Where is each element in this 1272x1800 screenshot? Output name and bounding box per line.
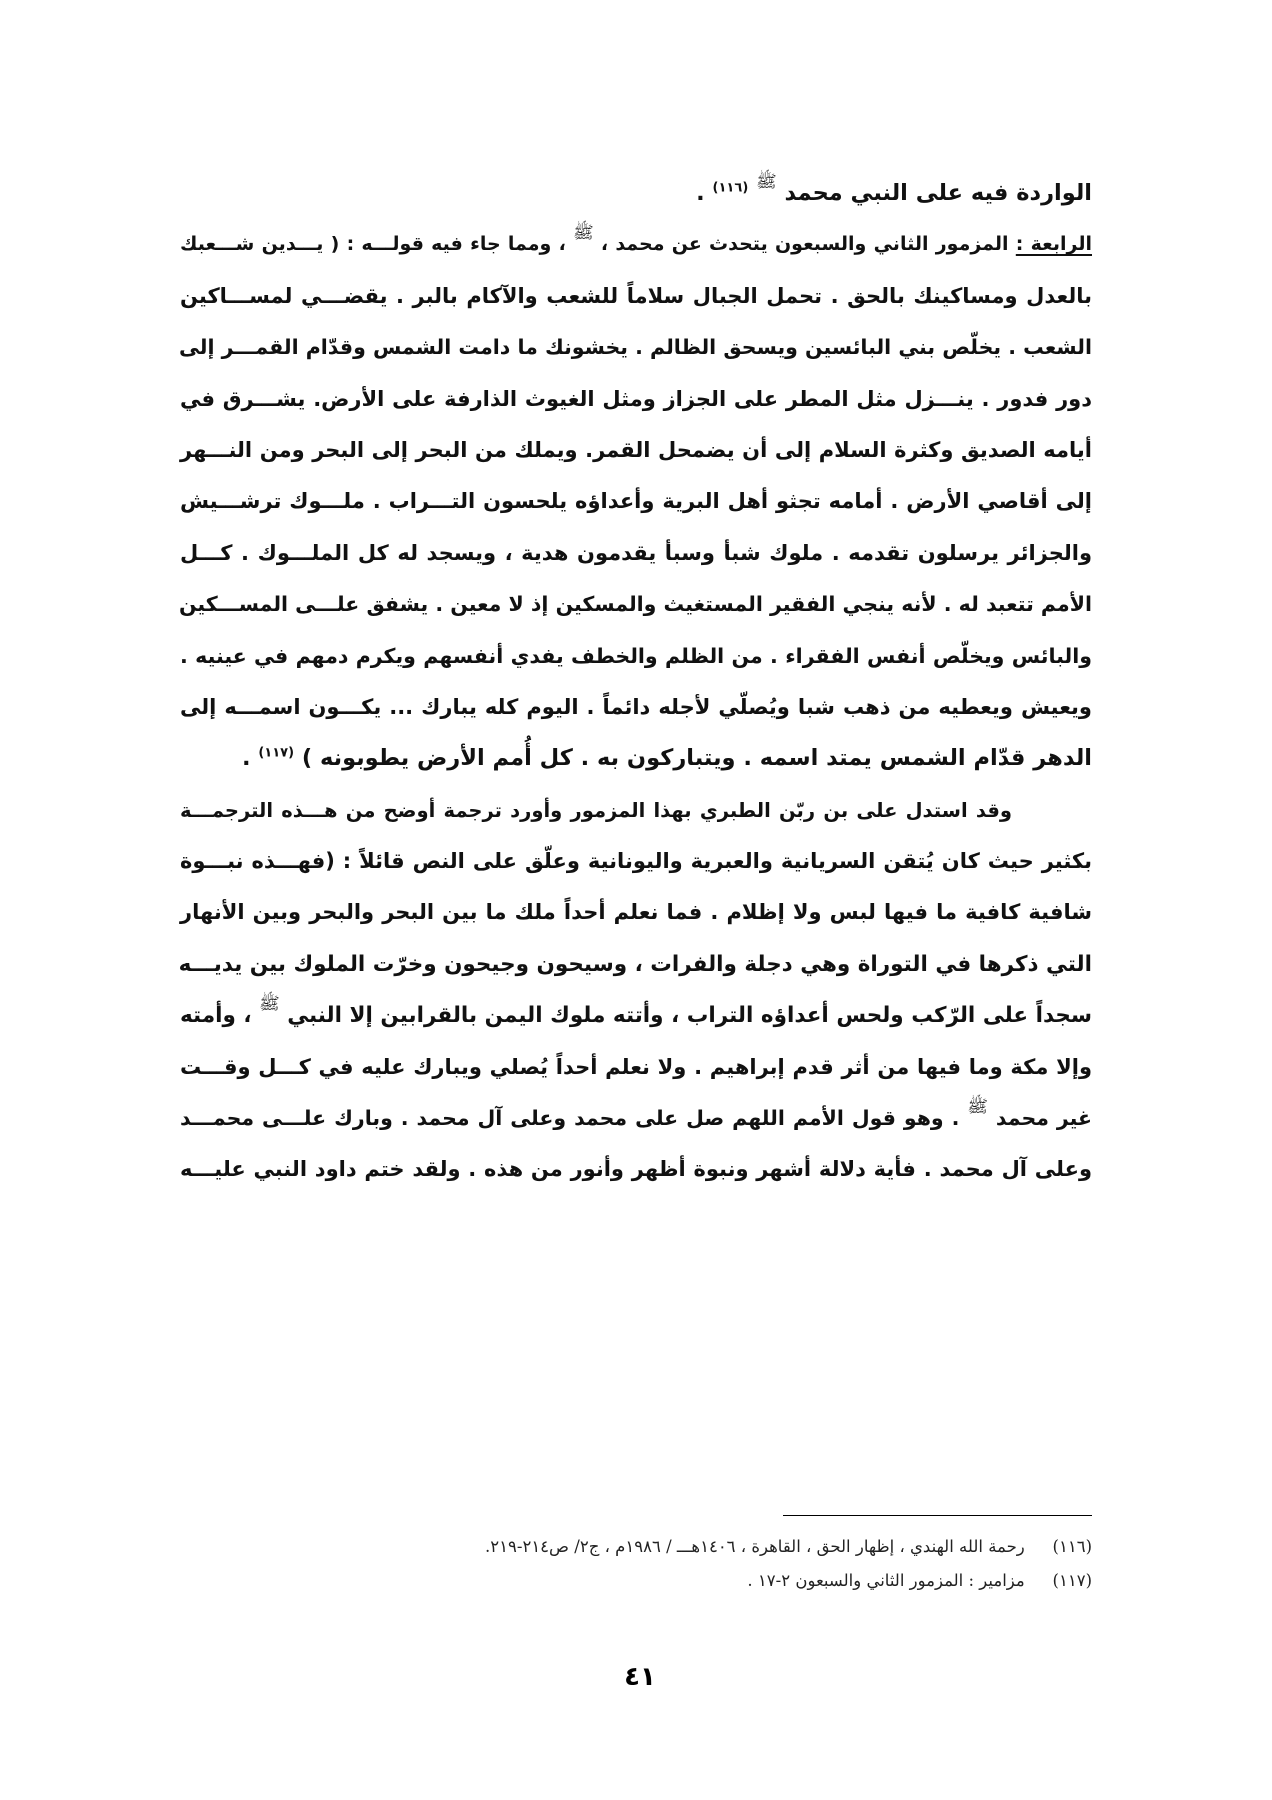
psalm-quote-last-end: .	[241, 745, 251, 772]
intro-line	[180, 168, 1092, 219]
page-number: ٤١	[624, 1662, 656, 1692]
tabari-paragraph-line: التي ذكرها في التوراة وهي دجلة والفرات ، وسيحون وجيحون وخرّت الملوك بين يديـــه	[178, 951, 1092, 977]
footnotes	[180, 1530, 1092, 1598]
psalm-quote-line: الأمم تتعبد له . لأنه ينجي الفقير المستغيث والمسكين إذ لا معين . يشفق علـــى المســـكين	[178, 592, 1092, 617]
tabari-paragraph-line: شافية كافية ما فيها لبس ولا إظلام . فما نعلم أحداً ملك ما بين البحر والبحر وبين الأنهار	[180, 900, 1092, 925]
psalm-quote-line: الشعب . يخلّص بني البائسين ويسحق الظالم . يخشونك ما دامت الشمس وقدّام القمـــر إلى	[179, 335, 1092, 360]
psalm-quote-line: والبائس ويخلّص أنفس الفقراء . من الظلم والخطف يفدي أنفسهم ويكرم دمهم في عينيه .	[180, 643, 1092, 668]
psalm-quote-last-text: الدهر قدّام الشمس يمتد اسمه . ويتباركون به . كل أُمم الأرض يطوبونه )	[301, 745, 1092, 772]
footnote-number: (١١٧)	[1052, 1571, 1092, 1590]
tabari-paragraph-line: وقد استدل على بن ربّن الطبري بهذا المزمور وأورد ترجمة أوضح من هـــذه الترجمـــة	[180, 798, 1012, 822]
psalm-quote-last-line	[180, 733, 1092, 784]
intro-text: الواردة فيه على النبي محمد	[784, 180, 1092, 206]
section-heading-fourth: الرابعة :	[1015, 233, 1092, 256]
honorific-pbuh-icon: ﷺ	[259, 994, 280, 1015]
footnote-116	[180, 1530, 1092, 1564]
psalm-quote-line: دور فدور . ينـــزل مثل المطر على الجزاز ومثل الغيوث الذارفة على الأرض. يشـــرق في	[180, 386, 1092, 411]
psalm-quote-line: أيامه الصديق وكثرة السلام إلى أن يضمحل القمر. ويملك من البحر إلى البحر ومن النـــهر	[180, 437, 1092, 462]
tabari-paragraph-line: وإلا مكة وما فيها من أثر قدم إبراهيم . ولا نعلم أحداً يُصلي ويبارك عليه في كـــل وقـــت	[180, 1054, 1092, 1079]
psalm-quote-line: إلى أقاصي الأرض . أمامه تجثو أهل البرية وأعداؤه يلحسون التـــراب . ملـــوك ترشـــيش	[180, 489, 1092, 514]
tabari-paragraph-line: بكثير حيث كان يُتقن السريانية والعبرية واليونانية وعلّق على النص قائلاً : (فهـــذه نبـــوة	[180, 849, 1092, 874]
footnote-117	[180, 1564, 1092, 1598]
tabari-line-7-rest: . وهو قول الأمم اللهم صل على محمد وعلى آل محمد . وبارك علـــى محمـــد	[180, 1106, 960, 1131]
psalm-quote-line: والجزائر يرسلون تقدمه . ملوك شبأ وسبأ يقدمون هدية ، ويسجد له كل الملـــوك . كـــل	[180, 540, 1092, 565]
tabari-line-5-rest: ، وأمته	[180, 1003, 252, 1029]
tabari-line-5-text: سجداً على الرّكب ولحس أعداؤه التراب ، وأتته ملوك اليمن بالقرابين إلا النبي	[287, 1003, 1092, 1029]
tabari-line-7-text: غير محمد	[995, 1106, 1092, 1131]
section-fourth-line-1-rest: ، ومما جاء فيه قولـــه : ( يـــدين شـــعبك	[180, 233, 566, 256]
footnote-text: رحمة الله الهندي ، إظهار الحق ، القاهرة ، ١٤٠٦هـــ / ١٩٨٦م ، ج٢/ ص٢١٤-٢١٩.	[485, 1537, 1025, 1556]
footnote-ref-117[interactable]: (١١٧)	[258, 745, 295, 761]
honorific-pbuh-icon: ﷺ	[756, 172, 777, 192]
main-body-text	[180, 168, 1092, 1196]
honorific-pbuh-icon: ﷺ	[967, 1097, 988, 1118]
tabari-paragraph-line-5	[180, 990, 1092, 1041]
footnote-separator	[783, 1515, 1092, 1516]
intro-end-punct: .	[696, 180, 705, 206]
section-fourth-line-1-text: المزمور الثاني والسبعون يتحدث عن محمد ،	[600, 233, 1009, 256]
honorific-pbuh-icon: ﷺ	[573, 223, 594, 244]
footnote-number: (١١٦)	[1052, 1537, 1092, 1556]
psalm-quote-line: ويعيش ويعطيه من ذهب شبا ويُصلّي لأجله دائماً . اليوم كله يبارك ... يكـــون اسمـــه إلى	[180, 694, 1092, 719]
tabari-paragraph-line: وعلى آل محمد . فأية دلالة أشهر ونبوة أظهر وأنور من هذه . ولقد ختم داود النبي عليـــه	[180, 1157, 1092, 1182]
tabari-paragraph-line-7	[180, 1093, 1092, 1144]
section-fourth-line-1	[180, 219, 1092, 270]
footnote-text: مزامير : المزمور الثاني والسبعون ٢-١٧ .	[747, 1571, 1025, 1590]
footnote-ref-116[interactable]: (١١٦)	[712, 180, 749, 196]
psalm-quote-line: بالعدل ومساكينك بالحق . تحمل الجبال سلاماً للشعب والآكام بالبر . يقضـــي لمســـاكين	[180, 283, 1092, 308]
